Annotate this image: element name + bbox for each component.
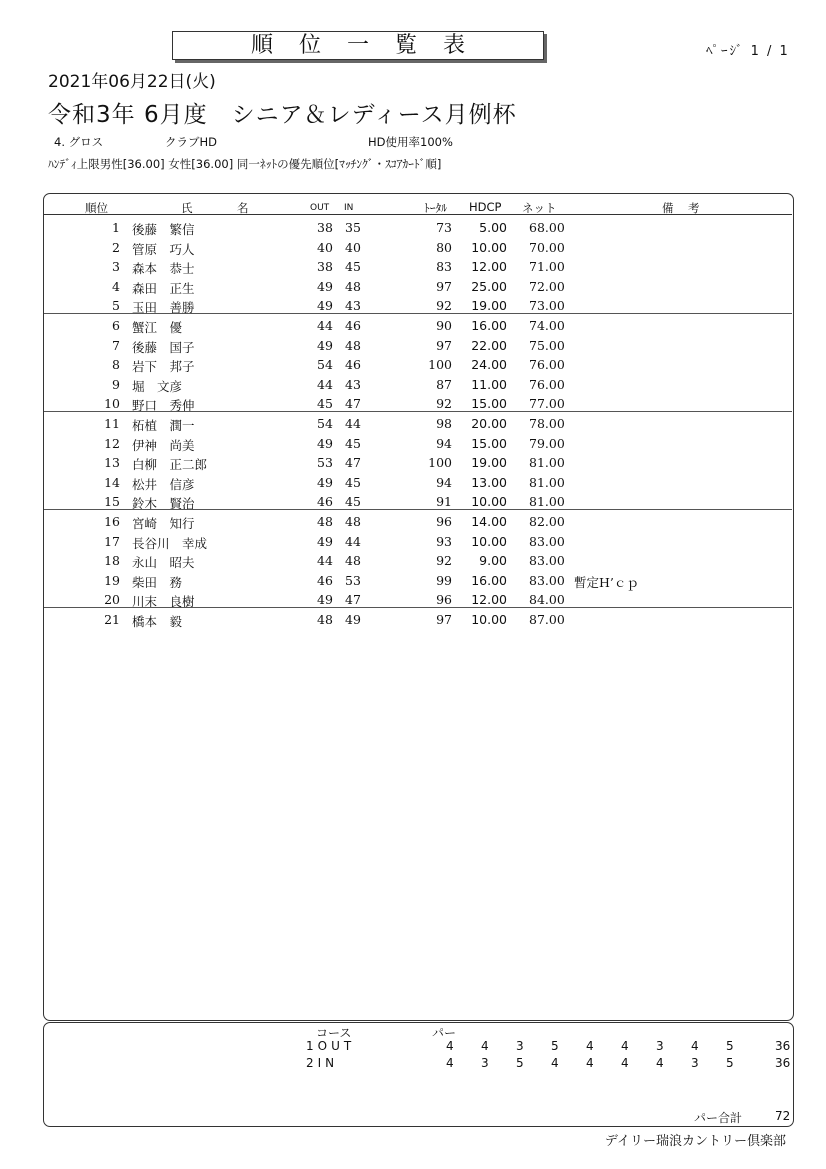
- total-cell: 90: [436, 318, 452, 333]
- rank-cell: 19: [104, 572, 120, 588]
- group-separator: [44, 509, 792, 510]
- hole-par: 4: [551, 1056, 559, 1070]
- out-cell: 49: [317, 435, 333, 451]
- out-cell: 53: [317, 455, 333, 471]
- par-label: パー: [432, 1026, 457, 1040]
- table-row: [44, 570, 792, 590]
- total-cell: 92: [436, 553, 452, 569]
- in-cell: 47: [345, 396, 361, 412]
- course-name: 2IN: [306, 1056, 339, 1070]
- hole-par: 4: [446, 1039, 454, 1053]
- hdcp-cell: 19.00: [471, 298, 507, 314]
- course-label: コース: [316, 1026, 352, 1040]
- hole-par: 3: [481, 1056, 489, 1070]
- name-cell: 白柳 正二郎: [132, 457, 208, 473]
- rank-cell: 5: [112, 298, 120, 314]
- col-header-in: IN: [344, 203, 354, 213]
- table-row: [44, 256, 792, 276]
- hole-par: 3: [691, 1056, 699, 1070]
- total-cell: 97: [436, 278, 452, 294]
- out-cell: 38: [317, 259, 333, 275]
- out-cell: 40: [317, 239, 333, 255]
- hdcp-cell: 12.00: [471, 592, 507, 608]
- table-row: [44, 354, 792, 374]
- net-cell: 71.00: [529, 259, 565, 275]
- table-row: [44, 472, 792, 492]
- rank-cell: 18: [104, 553, 120, 569]
- hole-par: 5: [551, 1039, 559, 1053]
- hole-par: 4: [656, 1056, 664, 1070]
- name-cell: 柘植 潤一: [132, 418, 195, 433]
- col-header-note-2: 考: [688, 201, 700, 215]
- course-par-total: 36: [775, 1056, 791, 1070]
- group-separator: [44, 607, 792, 608]
- rank-cell: 1: [112, 220, 120, 235]
- col-header-hdcp: HDCP: [469, 200, 502, 214]
- total-cell: 97: [436, 612, 452, 627]
- hdcp-cell: 20.00: [471, 416, 507, 431]
- rank-cell: 7: [112, 337, 120, 353]
- hdcp-cell: 5.00: [479, 220, 507, 235]
- hole-par: 5: [516, 1056, 524, 1070]
- hole-par: 4: [446, 1056, 454, 1070]
- net-cell: 83.00: [529, 553, 565, 569]
- rank-cell: 10: [104, 396, 120, 412]
- name-cell: 管原 巧人: [132, 241, 195, 257]
- hdcp-cell: 15.00: [471, 396, 507, 412]
- net-cell: 81.00: [529, 494, 565, 510]
- net-cell: 81.00: [529, 455, 565, 471]
- net-cell: 68.00: [529, 220, 565, 235]
- name-cell: 堀 文彦: [132, 378, 183, 394]
- rank-cell: 9: [112, 376, 120, 392]
- table-row: [44, 217, 792, 237]
- par-total-value: 72: [775, 1109, 791, 1123]
- hdcp-cell: 15.00: [471, 435, 507, 451]
- total-cell: 100: [428, 455, 452, 471]
- in-cell: 48: [345, 553, 361, 569]
- event-name: 令和3年 6月度 シニア＆レディース月例杯: [48, 102, 517, 128]
- par-table-frame: [43, 1022, 794, 1127]
- rank-cell: 12: [104, 435, 120, 451]
- hole-par: 5: [726, 1056, 734, 1070]
- total-cell: 94: [436, 435, 452, 451]
- rank-cell: 11: [104, 416, 120, 431]
- out-cell: 46: [317, 494, 333, 510]
- hdcp-cell: 25.00: [471, 278, 507, 294]
- rank-cell: 6: [112, 318, 120, 333]
- total-cell: 92: [436, 298, 452, 314]
- name-cell: 川末 良樹: [132, 594, 195, 610]
- total-cell: 92: [436, 396, 452, 412]
- hole-par: 4: [621, 1039, 629, 1053]
- in-cell: 46: [345, 318, 361, 333]
- net-cell: 70.00: [529, 239, 565, 255]
- in-cell: 47: [345, 455, 361, 471]
- hdcp-cell: 16.00: [471, 572, 507, 588]
- net-cell: 82.00: [529, 514, 565, 529]
- col-header-name-1: 氏: [181, 201, 193, 215]
- hdcp-cell: 19.00: [471, 455, 507, 471]
- in-cell: 48: [345, 278, 361, 294]
- total-cell: 96: [436, 592, 452, 608]
- in-cell: 44: [345, 416, 361, 431]
- net-cell: 77.00: [529, 396, 565, 412]
- hdcp-cell: 24.00: [471, 357, 507, 373]
- total-cell: 91: [436, 494, 452, 510]
- course-name: 1OUT: [306, 1039, 356, 1053]
- in-cell: 40: [345, 239, 361, 255]
- name-cell: 永山 昭夫: [132, 555, 195, 571]
- hdcp-cell: 10.00: [471, 494, 507, 510]
- table-row: [44, 315, 792, 335]
- event-date: 2021年06月22日(火): [48, 72, 216, 92]
- hole-par: 5: [726, 1039, 734, 1053]
- col-header-total: ﾄｰﾀﾙ: [424, 201, 447, 215]
- out-cell: 49: [317, 533, 333, 549]
- hole-par: 3: [516, 1039, 524, 1053]
- group-separator: [44, 313, 792, 314]
- name-cell: 後藤 繁信: [132, 222, 195, 237]
- table-row: [44, 335, 792, 355]
- out-cell: 49: [317, 298, 333, 314]
- in-cell: 48: [345, 337, 361, 353]
- col-header-name-2: 名: [237, 201, 249, 215]
- in-cell: 43: [345, 298, 361, 314]
- out-cell: 54: [317, 357, 333, 373]
- name-cell: 森本 恭士: [132, 261, 195, 277]
- table-row: [44, 237, 792, 257]
- table-row: [44, 531, 792, 551]
- net-cell: 76.00: [529, 357, 565, 373]
- out-cell: 44: [317, 376, 333, 392]
- club-name: デイリー瑞浪カントリー倶楽部: [604, 1134, 786, 1149]
- name-cell: 鈴木 賢治: [132, 496, 195, 512]
- name-cell: 野口 秀伸: [132, 398, 195, 414]
- table-row: [44, 452, 792, 472]
- out-cell: 54: [317, 416, 333, 431]
- rank-cell: 17: [104, 533, 120, 549]
- header-divider: [44, 214, 792, 215]
- out-cell: 49: [317, 592, 333, 608]
- total-cell: 73: [436, 220, 452, 235]
- in-cell: 45: [345, 435, 361, 451]
- out-cell: 49: [317, 337, 333, 353]
- hdcp-cell: 10.00: [471, 533, 507, 549]
- name-cell: 岩下 邦子: [132, 359, 195, 375]
- total-cell: 97: [436, 337, 452, 353]
- total-cell: 93: [436, 533, 452, 549]
- total-cell: 83: [436, 259, 452, 275]
- col-header-net: ネット: [522, 201, 557, 215]
- table-row: [44, 433, 792, 453]
- net-cell: 83.00: [529, 572, 565, 588]
- in-cell: 43: [345, 376, 361, 392]
- in-cell: 48: [345, 514, 361, 529]
- name-cell: 松井 信彦: [132, 476, 195, 492]
- net-cell: 78.00: [529, 416, 565, 431]
- name-cell: 玉田 善勝: [132, 300, 195, 316]
- total-cell: 96: [436, 514, 452, 529]
- rank-cell: 3: [112, 259, 120, 275]
- table-row: [44, 276, 792, 296]
- hole-par: 4: [691, 1039, 699, 1053]
- in-cell: 49: [345, 612, 361, 627]
- total-cell: 99: [436, 572, 452, 588]
- out-cell: 44: [317, 553, 333, 569]
- in-cell: 45: [345, 494, 361, 510]
- hdcp-cell: 14.00: [471, 514, 507, 529]
- in-cell: 53: [345, 572, 361, 588]
- out-cell: 44: [317, 318, 333, 333]
- col-header-note-1: 備: [662, 201, 674, 215]
- total-cell: 94: [436, 474, 452, 490]
- hdcp-cell: 13.00: [471, 474, 507, 490]
- hdcp-cell: 22.00: [471, 337, 507, 353]
- page-indicator: ﾍﾟｰｼﾞ 1 / 1: [706, 44, 790, 59]
- net-cell: 73.00: [529, 298, 565, 314]
- col-header-rank: 順位: [85, 201, 108, 215]
- total-cell: 80: [436, 239, 452, 255]
- rank-cell: 16: [104, 514, 120, 529]
- net-cell: 72.00: [529, 278, 565, 294]
- hole-par: 4: [621, 1056, 629, 1070]
- out-cell: 48: [317, 612, 333, 627]
- hole-par: 4: [481, 1039, 489, 1053]
- report-title: 順位一覧表: [250, 33, 491, 58]
- hdcp-cell: 11.00: [471, 376, 507, 392]
- hdcp-cell: 10.00: [471, 239, 507, 255]
- name-cell: 蟹江 優: [132, 320, 183, 335]
- total-cell: 98: [436, 416, 452, 431]
- table-row: [44, 374, 792, 394]
- in-cell: 46: [345, 357, 361, 373]
- in-cell: 45: [345, 259, 361, 275]
- net-cell: 75.00: [529, 337, 565, 353]
- rank-cell: 8: [112, 357, 120, 373]
- note-cell: 暫定H’ｃｐ: [574, 574, 639, 590]
- in-cell: 44: [345, 533, 361, 549]
- net-cell: 74.00: [529, 318, 565, 333]
- out-cell: 48: [317, 514, 333, 529]
- rank-cell: 2: [112, 239, 120, 255]
- out-cell: 45: [317, 396, 333, 412]
- total-cell: 87: [436, 376, 452, 392]
- name-cell: 森田 正生: [132, 280, 195, 296]
- name-cell: 柴田 務: [132, 574, 183, 590]
- net-cell: 87.00: [529, 612, 565, 627]
- rank-cell: 13: [104, 455, 120, 471]
- table-row: [44, 511, 792, 531]
- report-title-box: [172, 31, 544, 60]
- hdcp-cell: 10.00: [471, 612, 507, 627]
- hole-par: 3: [656, 1039, 664, 1053]
- name-cell: 伊神 尚美: [132, 437, 195, 453]
- hole-par: 4: [586, 1056, 594, 1070]
- class-label: クラブHD: [165, 135, 218, 149]
- name-cell: 長谷川 幸成: [132, 535, 208, 551]
- total-cell: 100: [428, 357, 452, 373]
- out-cell: 38: [317, 220, 333, 235]
- rank-cell: 20: [104, 592, 120, 608]
- hdcp-cell: 12.00: [471, 259, 507, 275]
- table-row: [44, 413, 792, 433]
- out-cell: 49: [317, 474, 333, 490]
- hdcp-cell: 16.00: [471, 318, 507, 333]
- hd-rate-label: HD使用率100%: [368, 135, 453, 149]
- out-cell: 46: [317, 572, 333, 588]
- net-cell: 79.00: [529, 435, 565, 451]
- rank-cell: 14: [104, 474, 120, 490]
- course-par-total: 36: [775, 1039, 791, 1053]
- table-row: [44, 550, 792, 570]
- table-row: [44, 609, 792, 629]
- rank-cell: 21: [104, 612, 120, 627]
- out-cell: 49: [317, 278, 333, 294]
- rank-cell: 4: [112, 278, 120, 294]
- net-cell: 84.00: [529, 592, 565, 608]
- col-header-out: OUT: [310, 203, 330, 213]
- net-cell: 81.00: [529, 474, 565, 490]
- in-cell: 35: [345, 220, 361, 235]
- name-cell: 宮崎 知行: [132, 516, 195, 531]
- category-label: 4. グロス: [54, 135, 104, 149]
- in-cell: 45: [345, 474, 361, 490]
- name-cell: 後藤 国子: [132, 339, 195, 355]
- group-separator: [44, 411, 792, 412]
- rank-cell: 15: [104, 494, 120, 510]
- name-cell: 橋本 毅: [132, 614, 183, 629]
- net-cell: 83.00: [529, 533, 565, 549]
- par-total-label: パー合計: [694, 1111, 743, 1125]
- hole-par: 4: [586, 1039, 594, 1053]
- handicap-note: ﾊﾝﾃﾞｨ上限男性[36.00] 女性[36.00] 同一ﾈｯﾄの優先順位[ﾏｯﾁﾝｸﾞ・ｽｺｱｶｰﾄﾞ順]: [48, 157, 442, 171]
- hdcp-cell: 9.00: [479, 553, 507, 569]
- in-cell: 47: [345, 592, 361, 608]
- net-cell: 76.00: [529, 376, 565, 392]
